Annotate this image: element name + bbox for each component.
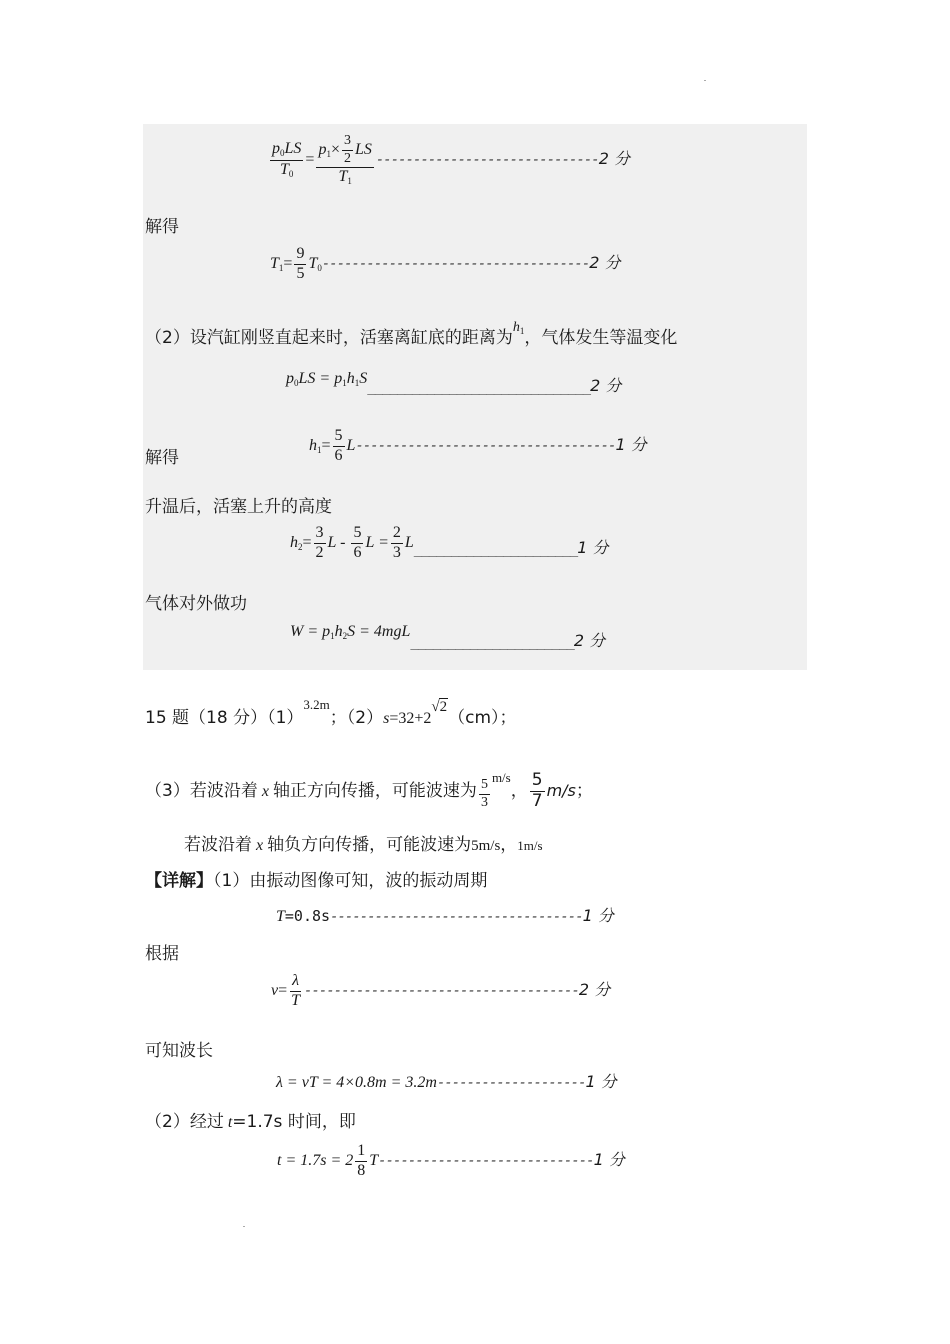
q15-part3-positive: （3）若波沿着 x 轴正方向传播，可能波速为 $\frac{5}{3}$ $^{m/s}$， $\frac{5}{7}$ m/s； bbox=[145, 769, 593, 811]
equation-isothermal: $p_0LS$ = $p_1h_1S\_\_\_\_\_\_\_\_\_\_\_\_\_\_\_\_\_\_\_\_\_\_\_\_\_\_\_\_\_\_2$ 分 bbox=[286, 370, 622, 395]
equation-work: $W = p_1h_2S$ = 4mgL______________________2 分 bbox=[290, 623, 606, 650]
equation-t1: $T_1=$ $\frac{9}{5}$ $T_0------------------------------------2$ 分 bbox=[270, 245, 621, 282]
equation-wavelength: λ = vT = 4×0.8m = 3.2m--------------------1 分 bbox=[276, 1072, 617, 1091]
scan-speck bbox=[704, 80, 706, 81]
kezhi-label: 可知波长 bbox=[145, 1041, 213, 1061]
equation-time: t = 1.7s = 2 $\frac{1}{8}$ T-----------------------------1 分 bbox=[277, 1142, 625, 1179]
genju-label: 根据 bbox=[145, 944, 179, 964]
equation-gas-law: $\frac{p_0LS}{T_0}$ = $p_1\times$ $\frac{3}{2}$ LS $T_1$ ------------------------------2 分 bbox=[272, 133, 631, 187]
equation-velocity: v= $\frac{\lambda}{T}$ -------------------------------------2 分 bbox=[271, 972, 611, 1009]
scan-speck bbox=[243, 1226, 245, 1227]
equation-h2: $h_2=$ $\frac{3}{2}$ L - $\frac{5}{6}$ L = $\frac{2}{3}$ L______________________1 分 bbox=[290, 524, 609, 561]
equation-h1: $h_1=$ $\frac{5}{6}$ L-----------------------------------1 分 bbox=[309, 427, 647, 464]
jiede-label-2: 解得 bbox=[145, 448, 179, 468]
detail-part2: （2）经过 t=1.7s 时间，即 bbox=[145, 1112, 356, 1132]
jiede-label: 解得 bbox=[145, 217, 179, 237]
q15-part3-negative: 若波沿着 x 轴负方向传播，可能波速为5m/s，1m/s bbox=[184, 835, 543, 855]
rise-description: 升温后，活塞上升的高度 bbox=[145, 497, 332, 517]
q15-answer-summary: 15 题（18 分）$(1)^{3.2m}$；（2）s=32+2√2（cm）； bbox=[145, 697, 517, 728]
work-description: 气体对外做功 bbox=[145, 594, 247, 614]
part2-description: （2）设汽缸刚竖直起来时，活塞离缸底的距离为$^{h_1}$，气体发生等温变化 bbox=[145, 320, 678, 348]
equation-period: T=0.8s----------------------------------1 分 bbox=[276, 906, 614, 925]
detail-intro: 【详解】（1）由振动图像可知，波的振动周期 bbox=[145, 871, 488, 891]
